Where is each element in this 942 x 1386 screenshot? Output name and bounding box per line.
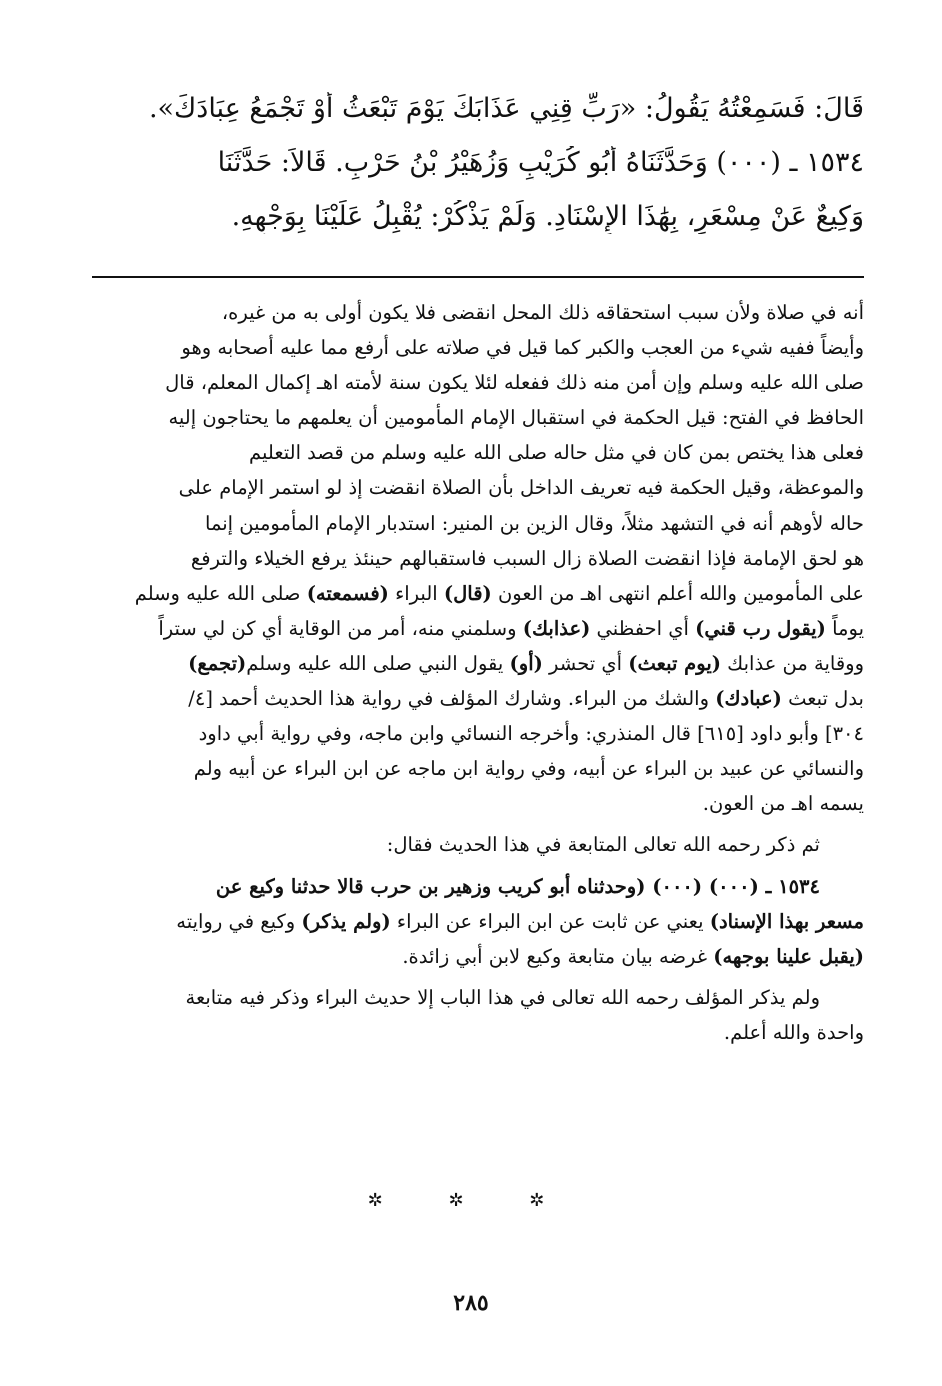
commentary-line: والنسائي عن عبيد بن البراء عن أبيه، وفي رواية ابن ماجه عن ابن البراء عن أبيه ولم [193,757,864,781]
commentary-line: والموعظة، وقيل الحكمة فيه تعريف الداخل بأن الصلاة انقضت إذ لو استمر الإمام على [178,476,864,500]
commentary-line: صلى الله عليه وسلم وإن أمن منه ذلك ففعله لئلا يكون سنة لأمته اهـ إكمال المعلم، قال [165,371,864,395]
text-run: وكيع في روايته [176,909,302,933]
text-run: أي احفظني [590,616,696,640]
page-number: ٢٨٥ [453,1290,489,1316]
text-run: يعني عن ثابت عن ابن البراء عن البراء [390,909,710,933]
text-run: ووقاية من عذابك [720,651,864,675]
bold-quote: (يوم تبعث) [628,651,721,675]
text-run: على المأمومين والله أعلم انتهى اهـ من العون [491,581,864,605]
bold-quote: (تجمع) [188,651,247,675]
bold-quote: (عذابك) [522,616,591,640]
footnote-separator-rule [92,276,864,278]
commentary-line [92,611,864,646]
commentary-line [92,939,864,974]
text-run: بدل تبعث [781,687,864,711]
text-run: يوماً [825,616,864,640]
bold-quote: (قال) [443,581,492,605]
text-run: والشك من البراء. وشارك المؤلف في رواية هذا الحديث أحمد [٤/ [188,687,716,711]
bold-quote: (فسمعته) [306,581,389,605]
commentary-line: الحافظ في الفتح: قيل الحكمة في استقبال الإمام المأمومين أن يعلمهم ما يحتاجون إليه [168,406,864,430]
text-run: أي تحشر [542,651,629,675]
section-separator-stars: ✲ ✲ ✲ [367,1190,575,1211]
commentary-line: فعلى هذا يختص بمن كان في مثل حاله صلى الله عليه وسلم من قصد التعليم [249,441,864,465]
hadith-line-2: ١٥٣٤ ـ (٠٠٠) وَحَدَّثَنَاهُ أَبُو كُرَيْبٍ وَزُهَيْرُ بْنُ حَرْبٍ. قَالاَ: حَدَّثَنَا [217,147,864,178]
commentary-text [92,295,864,1050]
text-run: غرضه بيان متابعة وكيع لابن أبي زائدة. [402,944,714,968]
commentary-line: يسمه اهـ من العون. [702,792,864,816]
commentary-line: حاله لأوهم أنه في التشهد مثلاً، وقال الزين بن المنير: استدبار الإمام المأمومين إنما [205,511,864,535]
commentary-line [92,869,864,904]
commentary-line: واحدة والله أعلم. [723,1020,864,1044]
commentary-line: وأيضاً ففيه شيء من العجب والكبر كما قيل في صلاته على أرفع مما عليه أصحابه وهو [181,336,864,360]
commentary-line [92,904,864,939]
bold-quote: ١٥٣٤ ـ (٠٠٠) (٠٠٠) (وحدثناه أبو كريب وزهير بن حرب قالا حدثنا وكيع عن [215,874,820,898]
hadith-text [92,92,864,234]
commentary-line [92,576,864,611]
bold-quote: (ولم يذكر) [301,909,391,933]
commentary-line [92,646,864,681]
commentary-line: هو لحق الإمامة فإذا انقضت الصلاة زال السبب فاستقبالهم حينئذ يرفع الخيلاء والترفع [190,546,864,570]
hadith-line-1: قَالَ: فَسَمِعْتُهُ يَقُولُ: «رَبِّ قِنِي عَذَابَكَ يَوْمَ تَبْعَثُ أَوْ تَجْمَعُ عِبَادَكَ». [148,93,864,124]
bold-quote: (أو) [509,651,543,675]
text-run: وسلمني منه، أمر من الوقاية أي كن لي ستراً [158,616,523,640]
commentary-line: ولم يذكر المؤلف رحمه الله تعالى في هذا الباب إلا حديث البراء وذكر فيه متابعة [185,985,820,1009]
text-run: يقول النبي صلى الله عليه وسلم [246,651,510,675]
commentary-line: ثم ذكر رحمه الله تعالى المتابعة في هذا الحديث فقال: [386,833,820,857]
commentary-line: أنه في صلاة ولأن سبب استحقاقه ذلك المحل انقضى فلا يكون أولى به من غيره، [221,301,864,324]
commentary-line: ٣٠٤] وأبو داود [٦١٥] قال المنذري: وأخرجه النسائي وابن ماجه، وفي رواية أبي داود [198,722,864,746]
commentary-line [92,681,864,716]
bold-quote: (يقول رب قني) [695,616,826,640]
bold-quote: (يقبل علينا بوجهه) [713,944,864,968]
bold-quote: (عبادك) [715,687,782,711]
hadith-line-3: وَكِيعٌ عَنْ مِسْعَرٍ، بِهَٰذَا الإِسْنَادِ. وَلَمْ يَذْكُرْ: يُقْبِلُ عَلَيْنَا بِوَجْهِهِ. [231,201,864,232]
bold-quote: مسعر بهذا الإسناد) [709,909,864,933]
text-run: صلى الله عليه وسلم [134,581,307,605]
text-run: البراء [388,581,444,605]
